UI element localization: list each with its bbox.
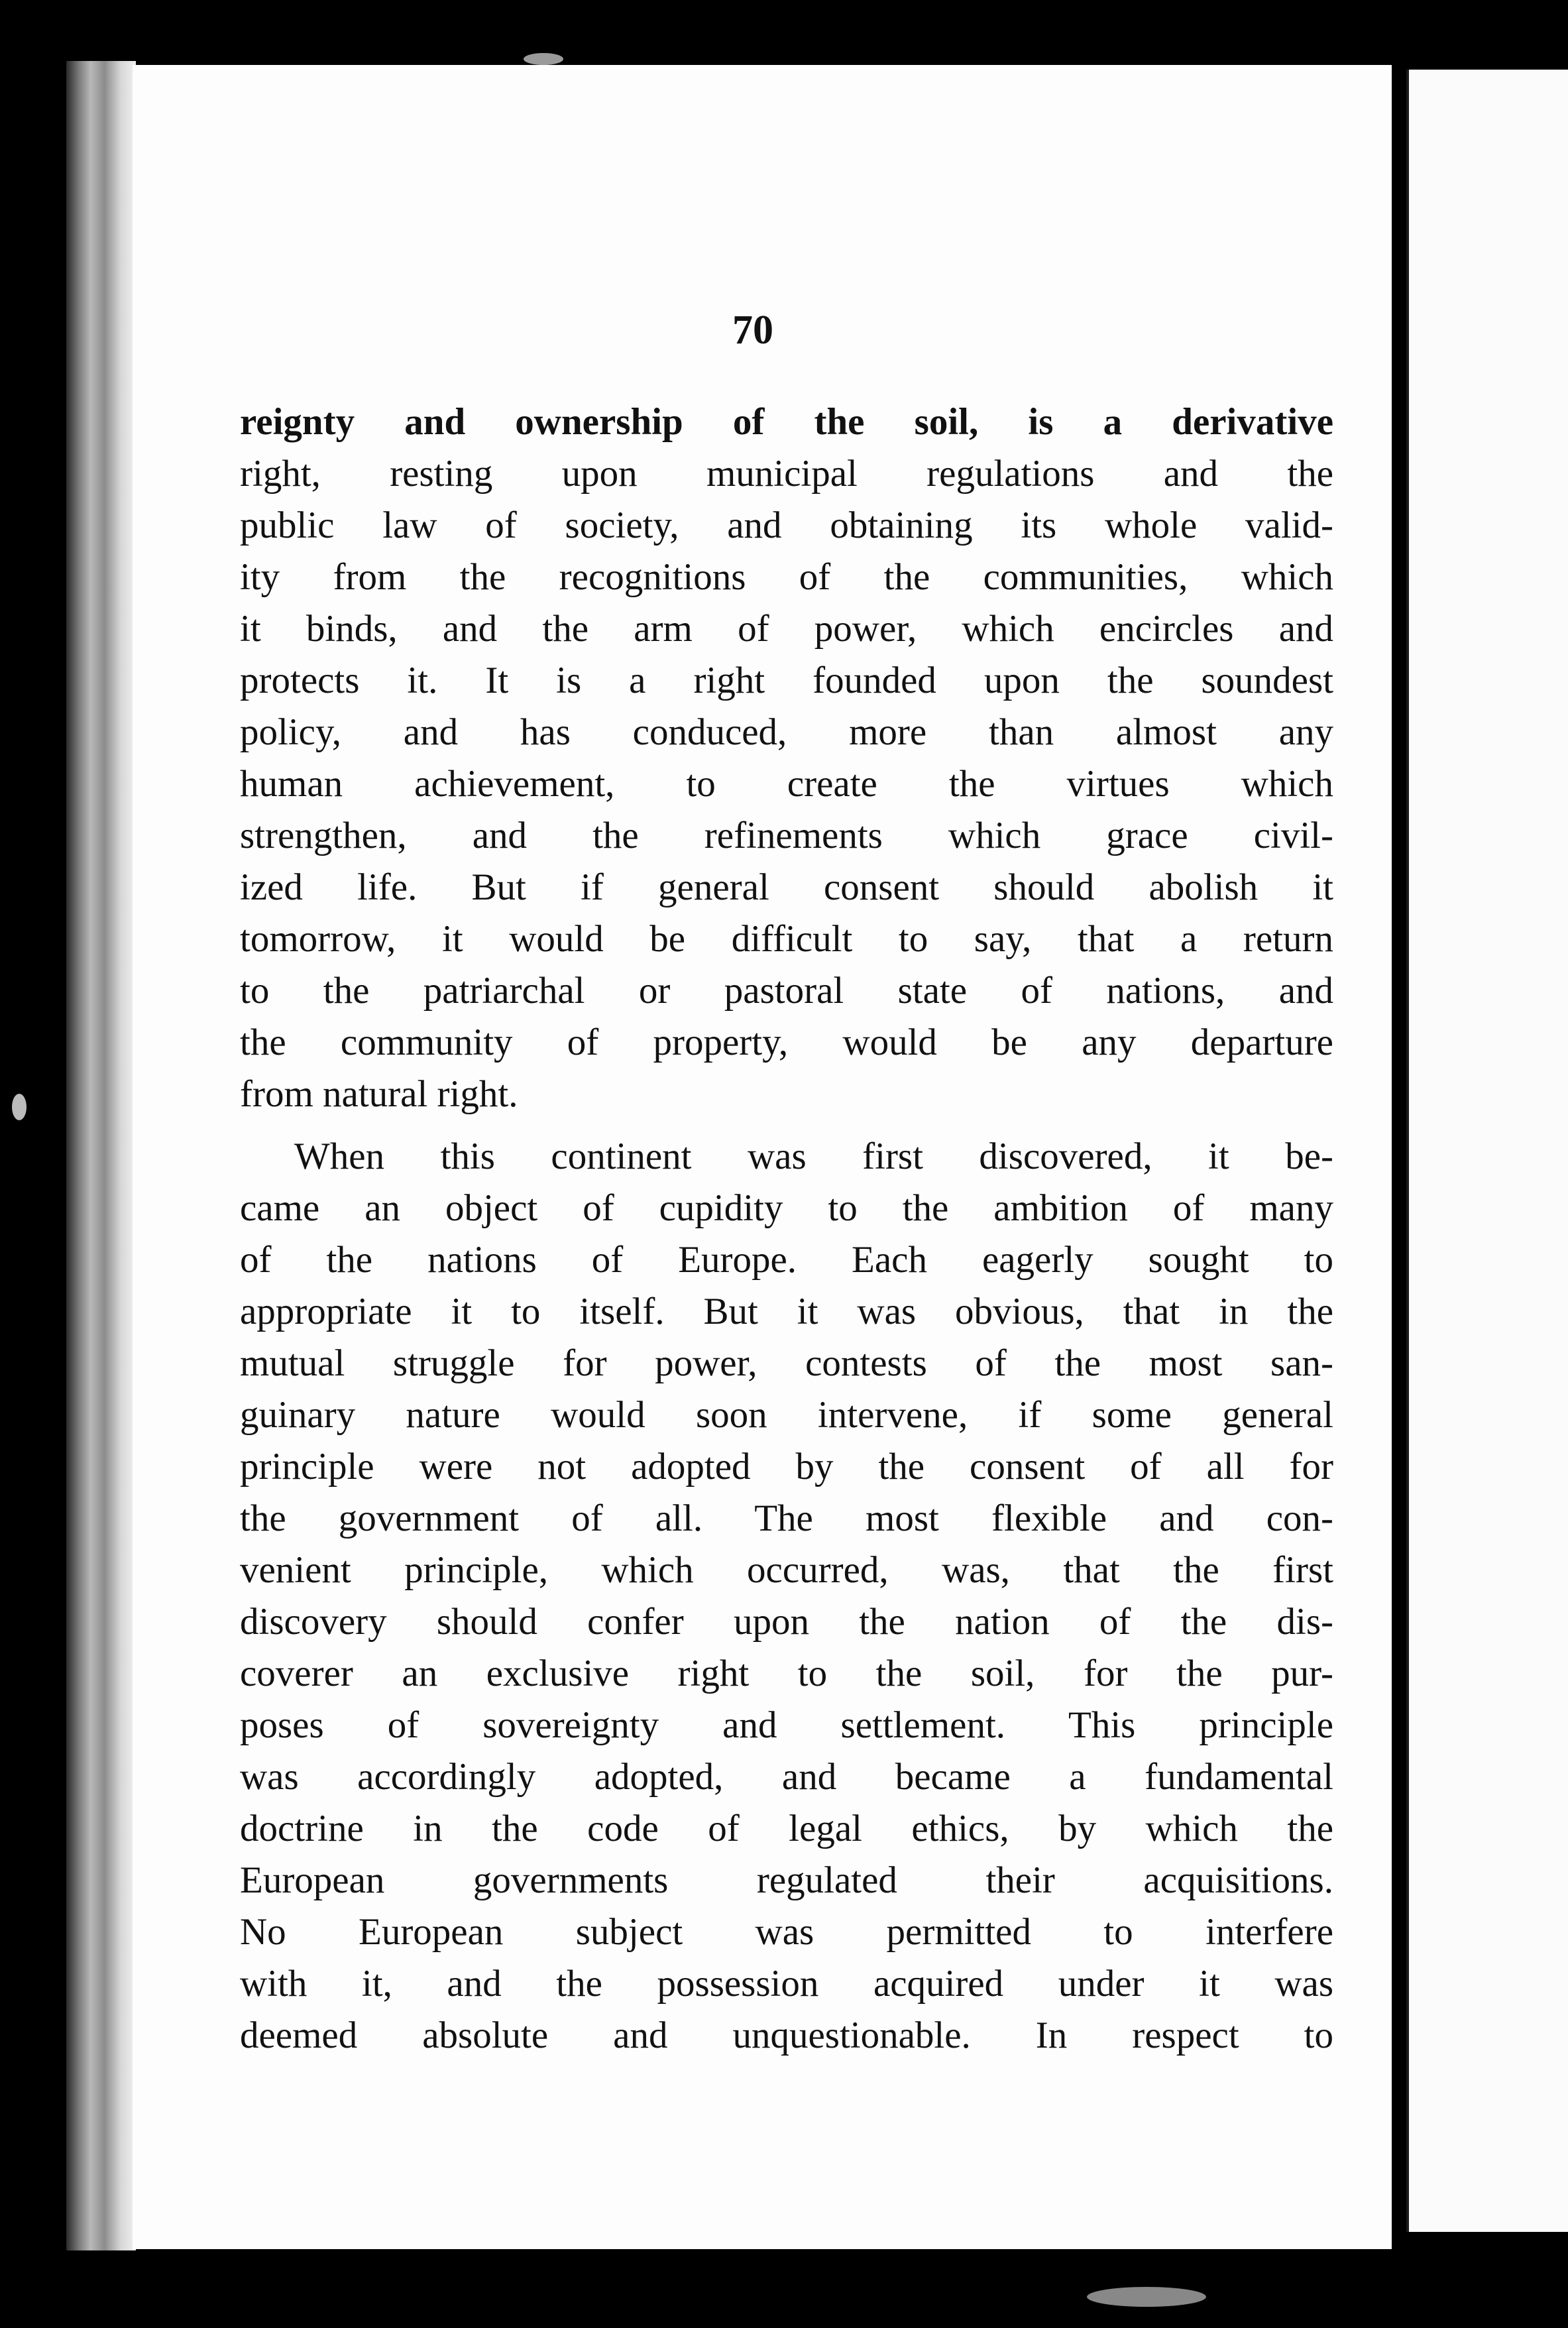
text-line: principle were not adopted by the consent of all for	[240, 1446, 1333, 1487]
text-line: with it, and the possession acquired under it was	[240, 1963, 1333, 2005]
text-line: venient principle, which occurred, was, that the first	[240, 1549, 1333, 1591]
scan-speck	[524, 53, 563, 65]
body-text	[240, 396, 1333, 2062]
paragraph-gap	[240, 1120, 1333, 1131]
text-line: the government of all. The most flexible and con-	[240, 1497, 1333, 1539]
text-line: doctrine in the code of legal ethics, by which the	[240, 1808, 1333, 1849]
text-line: No European subject was permitted to interfere	[240, 1911, 1333, 1953]
text-line: it binds, and the arm of power, which encircles and	[240, 608, 1333, 650]
scan-speck	[1087, 2287, 1206, 2307]
book-binding-edge	[66, 61, 136, 2250]
text-line: When this continent was first discovered, it be-	[294, 1135, 1333, 1177]
text-line: poses of sovereignty and settlement. This principle	[240, 1704, 1333, 1746]
scan-speck	[12, 1094, 27, 1120]
text-line: ity from the recognitions of the communities, which	[240, 556, 1333, 598]
text-line: public law of society, and obtaining its whole valid-	[240, 504, 1333, 546]
text-line: protects it. It is a right founded upon the soundest	[240, 660, 1333, 701]
text-line: discovery should confer upon the nation of the dis-	[240, 1601, 1333, 1643]
text-line: ized life. But if general consent should abolish it	[240, 866, 1333, 908]
text-line: European governments regulated their acquisitions.	[240, 1859, 1333, 1901]
text-line: the community of property, would be any departure	[240, 1021, 1333, 1063]
text-line: human achievement, to create the virtues which	[240, 763, 1333, 805]
text-line: appropriate it to itself. But it was obvious, that in the	[240, 1291, 1333, 1332]
book-page	[133, 65, 1392, 2249]
text-line: strengthen, and the refinements which grace civil-	[240, 815, 1333, 856]
paragraph-p2	[240, 1131, 1333, 2062]
text-line: to the patriarchal or pastoral state of nations, and	[240, 970, 1333, 1012]
text-line: came an object of cupidity to the ambition of many	[240, 1187, 1333, 1229]
paragraph-p1	[240, 396, 1333, 1120]
text-line: tomorrow, it would be difficult to say, that a return	[240, 918, 1333, 960]
text-line: of the nations of Europe. Each eagerly sought to	[240, 1239, 1333, 1281]
text-line: from natural right.	[240, 1073, 518, 1115]
adjacent-page-edge	[1406, 70, 1568, 2232]
text-line: mutual struggle for power, contests of the most san-	[240, 1342, 1333, 1384]
text-line: reignty and ownership of the soil, is a derivative	[240, 401, 1333, 443]
text-line: right, resting upon municipal regulations and the	[240, 453, 1333, 495]
text-line: deemed absolute and unquestionable. In respect to	[240, 2014, 1333, 2056]
text-line: coverer an exclusive right to the soil, for the pur-	[240, 1653, 1333, 1694]
text-line: guinary nature would soon intervene, if some general	[240, 1394, 1333, 1436]
text-line: policy, and has conduced, more than almost any	[240, 711, 1333, 753]
text-line: was accordingly adopted, and became a fundamental	[240, 1756, 1333, 1798]
page-number: 70	[732, 308, 773, 353]
